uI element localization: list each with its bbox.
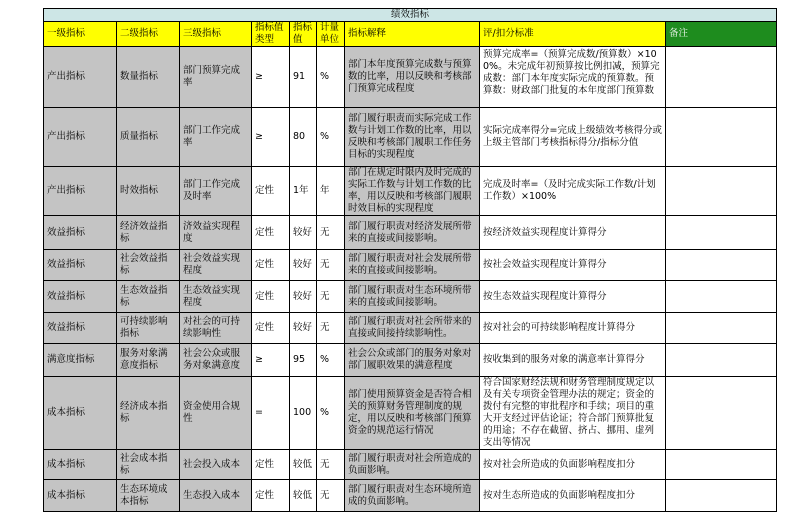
cell-level2: 社会成本指标 — [117, 450, 180, 480]
cell-level1: 产出指标 — [44, 47, 117, 108]
cell-scoring: 按收集到的服务对象的满意率计算得分 — [480, 344, 666, 377]
header-level3: 三级指标 — [180, 22, 252, 47]
cell-value-type: = — [252, 377, 290, 450]
cell-unit: 无 — [317, 250, 345, 281]
cell-scoring: 预算完成率=（预算完成数/预算数）×100%。未完成年初预算按比例扣减，预算完成数：部门本年度实际完成的预算数。预算数：财政部门批复的本年度部门预算数 — [480, 47, 666, 108]
cell-value: 100 — [290, 377, 317, 450]
cell-value-type: 定性 — [252, 250, 290, 281]
cell-scoring: 按生态效益实现程度计算得分 — [480, 281, 666, 313]
header-unit: 计量单位 — [317, 22, 345, 47]
cell-value: 1年 — [290, 167, 317, 216]
cell-value: 较好 — [290, 216, 317, 250]
table-row — [44, 377, 777, 450]
table-row — [44, 47, 777, 108]
cell-value: 80 — [290, 108, 317, 167]
cell-level1: 成本指标 — [44, 480, 117, 512]
cell-level3: 资金使用合规性 — [180, 377, 252, 450]
table-row — [44, 216, 777, 250]
cell-unit: 年 — [317, 167, 345, 216]
cell-level3: 部门工作完成及时率 — [180, 167, 252, 216]
cell-note — [666, 313, 777, 344]
cell-note — [666, 344, 777, 377]
cell-level2: 服务对象满意度指标 — [117, 344, 180, 377]
cell-level3: 生态投入成本 — [180, 480, 252, 512]
table-title: 绩效指标 — [44, 9, 777, 22]
cell-level3: 对社会的可持续影响性 — [180, 313, 252, 344]
cell-value-type: 定性 — [252, 281, 290, 313]
cell-level3: 部门工作完成率 — [180, 108, 252, 167]
header-value: 指标值 — [290, 22, 317, 47]
cell-value-type: ≥ — [252, 344, 290, 377]
cell-unit: 无 — [317, 216, 345, 250]
cell-value-type: 定性 — [252, 450, 290, 480]
cell-explanation: 部门履行职责对生态环境所造成的负面影响。 — [345, 480, 480, 512]
cell-value: 较低 — [290, 450, 317, 480]
cell-level2: 生态环境成本指标 — [117, 480, 180, 512]
cell-value-type: ≥ — [252, 47, 290, 108]
cell-level2: 可持续影响指标 — [117, 313, 180, 344]
cell-level2: 质量指标 — [117, 108, 180, 167]
header-explanation: 指标解释 — [345, 22, 480, 47]
cell-level1: 效益指标 — [44, 216, 117, 250]
cell-note — [666, 250, 777, 281]
table-row — [44, 250, 777, 281]
cell-level2: 经济效益指标 — [117, 216, 180, 250]
cell-level3: 生态效益实现程度 — [180, 281, 252, 313]
table-body — [44, 47, 777, 512]
cell-note — [666, 216, 777, 250]
cell-value-type: 定性 — [252, 313, 290, 344]
cell-scoring: 按对社会的可持续影响程度计算得分 — [480, 313, 666, 344]
header-row — [44, 22, 777, 47]
cell-scoring: 按经济效益实现程度计算得分 — [480, 216, 666, 250]
header-note: 备注 — [666, 22, 777, 47]
cell-level3: 社会公众或服务对象满意度 — [180, 344, 252, 377]
cell-note — [666, 167, 777, 216]
table-row — [44, 108, 777, 167]
performance-indicator-table — [43, 8, 777, 512]
cell-level1: 产出指标 — [44, 167, 117, 216]
cell-level1: 效益指标 — [44, 281, 117, 313]
header-value-type: 指标值类型 — [252, 22, 290, 47]
cell-note — [666, 47, 777, 108]
cell-explanation: 部门在规定时限内及时完成的实际工作数与计划工作数的比率，用以反映和考核部门履职时效目标的实现程度 — [345, 167, 480, 216]
cell-note — [666, 281, 777, 313]
cell-explanation: 部门履行职责对社会所带来的直接或间接持续影响性。 — [345, 313, 480, 344]
table-row — [44, 450, 777, 480]
table-row — [44, 480, 777, 512]
cell-explanation: 部门履行职责而实际完成工作数与计划工作数的比率，用以反映和考核部门履职工作任务目标的实现程度 — [345, 108, 480, 167]
table-row — [44, 313, 777, 344]
cell-value-type: 定性 — [252, 167, 290, 216]
cell-note — [666, 377, 777, 450]
cell-note — [666, 108, 777, 167]
cell-value: 95 — [290, 344, 317, 377]
cell-level1: 成本指标 — [44, 450, 117, 480]
cell-scoring: 按对社会所造成的负面影响程度扣分 — [480, 450, 666, 480]
cell-level2: 生态效益指标 — [117, 281, 180, 313]
cell-level2: 社会效益指标 — [117, 250, 180, 281]
cell-value: 较好 — [290, 313, 317, 344]
cell-unit: % — [317, 47, 345, 108]
cell-explanation: 部门履行职责对社会所造成的负面影响。 — [345, 450, 480, 480]
cell-note — [666, 480, 777, 512]
cell-level3: 部门预算完成率 — [180, 47, 252, 108]
cell-explanation: 部门使用预算资金是否符合相关的预算财务管理制度的规定，用以反映和考核部门预算资金的规范运行情况 — [345, 377, 480, 450]
cell-explanation: 部门履行职责对生态环境所带来的直接或间接影响。 — [345, 281, 480, 313]
table-title-row — [44, 9, 777, 22]
header-scoring: 评/扣分标准 — [480, 22, 666, 47]
header-level2: 二级指标 — [117, 22, 180, 47]
header-level1: 一级指标 — [44, 22, 117, 47]
cell-level2: 数量指标 — [117, 47, 180, 108]
cell-scoring: 按社会效益实现程度计算得分 — [480, 250, 666, 281]
cell-explanation: 部门履行职责对经济发展所带来的直接或间接影响。 — [345, 216, 480, 250]
cell-level3: 社会效益实现程度 — [180, 250, 252, 281]
cell-value: 较好 — [290, 281, 317, 313]
cell-unit: % — [317, 377, 345, 450]
cell-level3: 济效益实现程度 — [180, 216, 252, 250]
cell-unit: % — [317, 108, 345, 167]
cell-value: 91 — [290, 47, 317, 108]
cell-level2: 时效指标 — [117, 167, 180, 216]
cell-level1: 产出指标 — [44, 108, 117, 167]
cell-value-type: 定性 — [252, 216, 290, 250]
table-row — [44, 281, 777, 313]
cell-level1: 成本指标 — [44, 377, 117, 450]
cell-scoring: 符合国家财经法规和财务管理制度规定以及有关专项资金管理办法的规定；资金的拨付有完整的审批程序和手续；项目的重大开支经过评估论证；符合部门预算批复的用途；不存在截留、挤占、挪用、虚列支出等情况 — [480, 377, 666, 450]
cell-explanation: 部门履行职责对社会发展所带来的直接或间接影响。 — [345, 250, 480, 281]
cell-scoring: 完成及时率=（及时完成实际工作数/计划工作数）×100% — [480, 167, 666, 216]
cell-level3: 社会投入成本 — [180, 450, 252, 480]
cell-value: 较低 — [290, 480, 317, 512]
cell-explanation: 部门本年度预算完成数与预算数的比率，用以反映和考核部门预算完成程度 — [345, 47, 480, 108]
cell-explanation: 社会公众或部门的服务对象对部门履职效果的满意程度 — [345, 344, 480, 377]
cell-value: 较好 — [290, 250, 317, 281]
cell-level1: 效益指标 — [44, 250, 117, 281]
cell-value-type: 定性 — [252, 480, 290, 512]
table-row — [44, 344, 777, 377]
cell-level1: 满意度指标 — [44, 344, 117, 377]
cell-level2: 经济成本指标 — [117, 377, 180, 450]
cell-level1: 效益指标 — [44, 313, 117, 344]
cell-unit: 无 — [317, 450, 345, 480]
cell-scoring: 实际完成率得分=完成上级绩效考核得分或上级主管部门考核指标得分/指标分值 — [480, 108, 666, 167]
cell-unit: 无 — [317, 313, 345, 344]
cell-scoring: 按对生态所造成的负面影响程度扣分 — [480, 480, 666, 512]
cell-note — [666, 450, 777, 480]
cell-value-type: ≥ — [252, 108, 290, 167]
table-row — [44, 167, 777, 216]
cell-unit: 无 — [317, 281, 345, 313]
cell-unit: 无 — [317, 480, 345, 512]
cell-unit: % — [317, 344, 345, 377]
